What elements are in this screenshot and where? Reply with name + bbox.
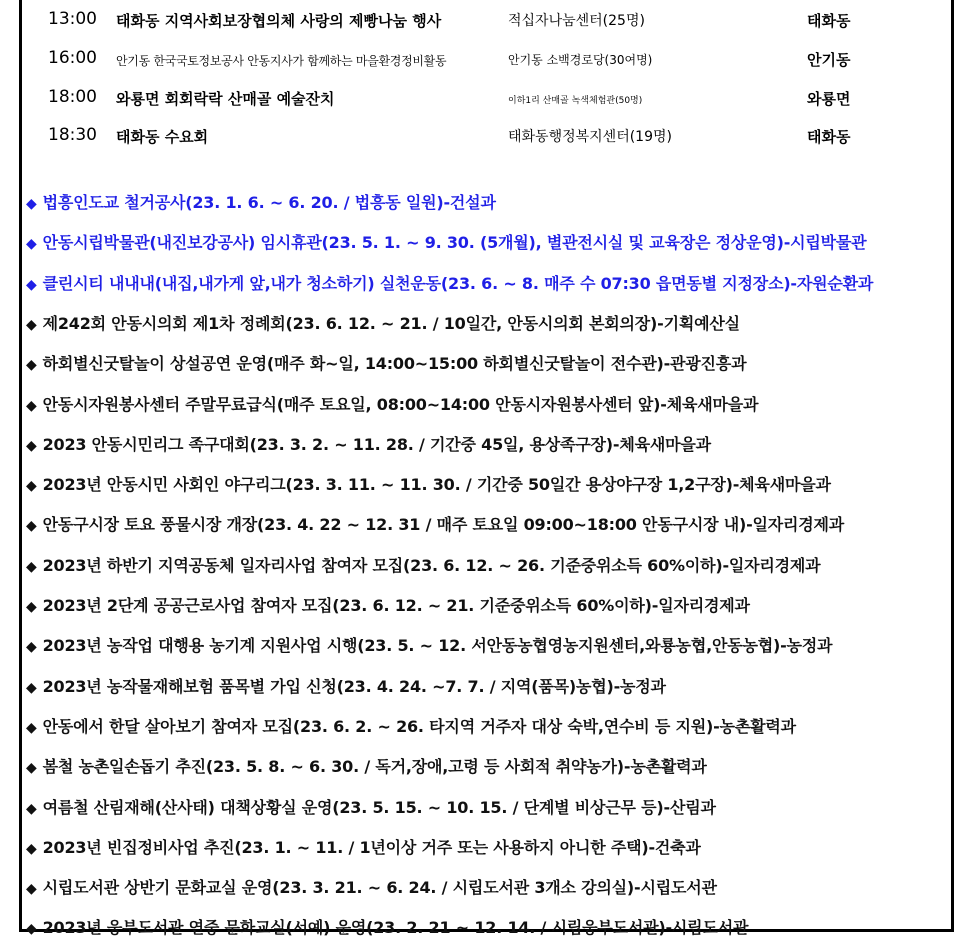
event-time: 13:00 bbox=[48, 9, 97, 29]
notice-item bbox=[26, 835, 701, 865]
notice-text: 2023년 하반기 지역공동체 일자리사업 참여자 모집(23. 6. 12. ~ 26. 기준중위소득 60%이하)-일자리경제과 bbox=[42, 556, 821, 575]
notice-text: 2023년 2단계 공공근로사업 참여자 모집(23. 6. 12. ~ 21. 기준중위소득 60%이하)-일자리경제과 bbox=[42, 596, 750, 615]
notice-item bbox=[26, 512, 844, 542]
notice-item bbox=[26, 271, 873, 301]
notice-item bbox=[26, 190, 496, 220]
notice-text: 봄철 농촌일손돕기 추진(23. 5. 8. ~ 6. 30. / 독거,장애,고령 등 사회적 취약농가)-농촌활력과 bbox=[42, 757, 707, 776]
notice-text: 안동시자원봉사센터 주말무료급식(매주 토요일, 08:00~14:00 안동시자원봉사센터 앞)-체육새마을과 bbox=[42, 395, 759, 414]
notice-text: 안동시립박물관(내진보강공사) 임시휴관(23. 5. 1. ~ 9. 30. (5개월), 별관전시실 및 교육장은 정상운영)-시립박물관 bbox=[42, 233, 867, 252]
notice-item bbox=[26, 714, 796, 744]
diamond-bullet-icon: ◆ bbox=[26, 760, 37, 776]
notice-item bbox=[26, 432, 711, 462]
diamond-bullet-icon: ◆ bbox=[26, 478, 37, 494]
event-time: 18:00 bbox=[48, 87, 97, 107]
notice-item bbox=[26, 795, 716, 825]
notice-text: 안동에서 한달 살아보기 참여자 모집(23. 6. 2. ~ 26. 타지역 거주자 대상 숙박,연수비 등 지원)-농촌활력과 bbox=[42, 717, 796, 736]
event-title: 태화동 수요회 bbox=[116, 128, 209, 146]
diamond-bullet-icon: ◆ bbox=[26, 639, 37, 655]
notice-item bbox=[26, 230, 866, 260]
notice-text: 안동구시장 토요 풍물시장 개장(23. 4. 22 ~ 12. 31 / 매주 토요일 09:00~18:00 안동구시장 내)-일자리경제과 bbox=[42, 515, 845, 534]
notice-item bbox=[26, 553, 820, 583]
diamond-bullet-icon: ◆ bbox=[26, 398, 37, 414]
notice-item bbox=[26, 674, 666, 704]
notice-item bbox=[26, 875, 717, 905]
diamond-bullet-icon: ◆ bbox=[26, 599, 37, 615]
diamond-bullet-icon: ◆ bbox=[26, 801, 37, 817]
notice-text: 2023년 안동시민 사회인 야구리그(23. 3. 11. ~ 11. 30. / 기간중 50일간 용상야구장 1,2구장)-체육새마을과 bbox=[42, 475, 831, 494]
notice-item bbox=[26, 472, 831, 502]
event-time: 16:00 bbox=[48, 48, 97, 68]
event-location: 태화동 bbox=[807, 128, 851, 146]
notice-text: 클린시티 내내내(내집,내가게 앞,내가 청소하기) 실천운동(23. 6. ~ 8. 매주 수 07:30 읍면동별 지정장소)-자원순환과 bbox=[42, 274, 874, 293]
notice-text: 2023년 웅부도서관 연중 문화교실(서예) 운영(23. 2. 21 ~ 12. 14. / 시립웅부도서관)-시립도서관 bbox=[42, 918, 749, 937]
event-row bbox=[22, 118, 951, 154]
diamond-bullet-icon: ◆ bbox=[26, 559, 37, 575]
notice-item bbox=[26, 915, 748, 945]
event-row bbox=[22, 2, 951, 38]
event-location: 태화동 bbox=[807, 12, 851, 30]
notice-item bbox=[26, 754, 707, 784]
event-place: 태화동행정복지센터(19명) bbox=[508, 129, 672, 145]
notice-text: 2023 안동시민리그 족구대회(23. 3. 2. ~ 11. 28. / 기간중 45일, 용상족구장)-체육새마을과 bbox=[42, 435, 711, 454]
diamond-bullet-icon: ◆ bbox=[26, 317, 37, 333]
diamond-bullet-icon: ◆ bbox=[26, 438, 37, 454]
diamond-bullet-icon: ◆ bbox=[26, 518, 37, 534]
notice-item bbox=[26, 392, 758, 422]
notice-text: 법흥인도교 철거공사(23. 1. 6. ~ 6. 20. / 법흥동 일원)-건설과 bbox=[42, 193, 496, 212]
event-place: 적십자나눔센터(25명) bbox=[508, 13, 645, 29]
notice-item bbox=[26, 351, 746, 381]
diamond-bullet-icon: ◆ bbox=[26, 881, 37, 897]
notice-item bbox=[26, 311, 740, 341]
notice-item bbox=[26, 593, 750, 623]
event-title: 안기동 한국국토정보공사 안동지사가 함께하는 마을환경정비활동 bbox=[116, 54, 447, 68]
event-title: 태화동 지역사회보장협의체 사랑의 제빵나눔 행사 bbox=[116, 12, 442, 30]
diamond-bullet-icon: ◆ bbox=[26, 277, 37, 293]
event-place: 이하1리 산매골 녹색체험관(50명) bbox=[508, 96, 643, 106]
notice-text: 2023년 빈집정비사업 추진(23. 1. ~ 11. / 1년이상 거주 또는 사용하지 아니한 주택)-건축과 bbox=[42, 838, 701, 857]
diamond-bullet-icon: ◆ bbox=[26, 236, 37, 252]
notice-text: 하회별신굿탈놀이 상설공연 운영(매주 화~일, 14:00~15:00 하회별신굿탈놀이 전수관)-관광진흥과 bbox=[42, 354, 747, 373]
event-location: 안기동 bbox=[807, 51, 851, 69]
event-title: 와룡면 회회락락 산매골 예술잔치 bbox=[116, 90, 335, 108]
event-time: 18:30 bbox=[48, 125, 97, 145]
event-row bbox=[22, 41, 951, 77]
event-row bbox=[22, 80, 951, 116]
notice-text: 2023년 농작업 대행용 농기계 지원사업 시행(23. 5. ~ 12. 서안동농협영농지원센터,와룡농협,안동농협)-농정과 bbox=[42, 636, 833, 655]
schedule-frame bbox=[19, 0, 954, 937]
diamond-bullet-icon: ◆ bbox=[26, 720, 37, 736]
event-location: 와룡면 bbox=[807, 90, 851, 108]
notice-item bbox=[26, 633, 832, 663]
event-place: 안기동 소백경로당(30여명) bbox=[508, 53, 653, 67]
notice-text: 여름철 산림재해(산사태) 대책상황실 운영(23. 5. 15. ~ 10. 15. / 단계별 비상근무 등)-산림과 bbox=[42, 798, 716, 817]
diamond-bullet-icon: ◆ bbox=[26, 196, 37, 212]
notice-text: 제242회 안동시의회 제1차 정례회(23. 6. 12. ~ 21. / 10일간, 안동시의회 본회의장)-기획예산실 bbox=[42, 314, 740, 333]
diamond-bullet-icon: ◆ bbox=[26, 921, 37, 937]
diamond-bullet-icon: ◆ bbox=[26, 680, 37, 696]
diamond-bullet-icon: ◆ bbox=[26, 357, 37, 373]
notice-text: 시립도서관 상반기 문화교실 운영(23. 3. 21. ~ 6. 24. / 시립도서관 3개소 강의실)-시립도서관 bbox=[42, 878, 717, 897]
notice-text: 2023년 농작물재해보험 품목별 가입 신청(23. 4. 24. ~7. 7. / 지역(품목)농협)-농정과 bbox=[42, 677, 666, 696]
diamond-bullet-icon: ◆ bbox=[26, 841, 37, 857]
